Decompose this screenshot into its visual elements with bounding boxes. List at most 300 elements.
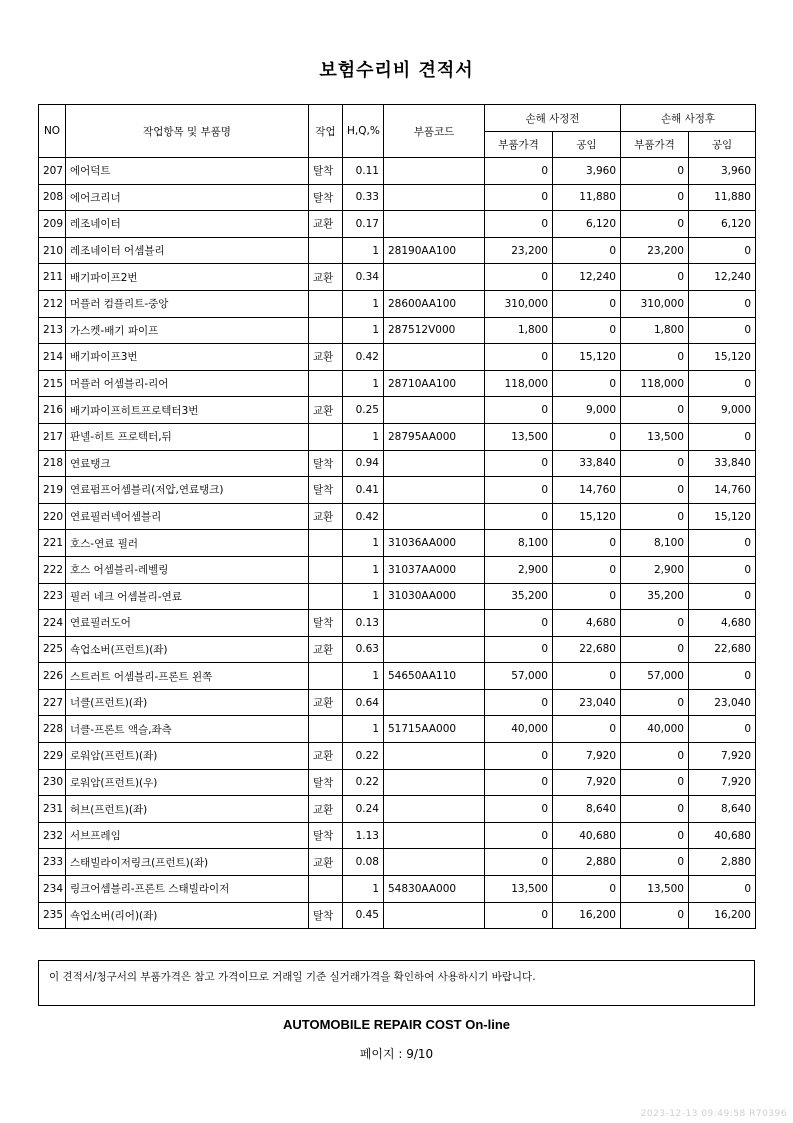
- table-row: [39, 902, 756, 929]
- row-after-labor: 0: [689, 290, 756, 317]
- row-before-labor: 22,680: [553, 636, 621, 663]
- row-after-labor: 8,640: [689, 796, 756, 823]
- notice-box: 이 견적서/청구서의 부품가격은 참고 가격이므로 거래일 기준 실거래가격을 확인하여 사용하시기 바랍니다.: [38, 960, 755, 1006]
- row-before-labor: 12,240: [553, 264, 621, 291]
- row-after-labor: 14,760: [689, 477, 756, 504]
- row-before-labor: 0: [553, 876, 621, 903]
- row-no: 209: [39, 211, 66, 238]
- row-item-name: 필러 네크 어셈블리-연료: [66, 583, 309, 610]
- row-hq: 0.08: [343, 849, 384, 876]
- table-row: [39, 849, 756, 876]
- row-before-labor: 0: [553, 556, 621, 583]
- row-part-code: [384, 184, 485, 211]
- row-item-name: 연료탱크: [66, 450, 309, 477]
- row-hq: 1: [343, 237, 384, 264]
- row-item-name: 링크어셈블리-프론트 스태빌라이저: [66, 876, 309, 903]
- row-item-name: 에어크리너: [66, 184, 309, 211]
- row-item-name: 배기파이프2번: [66, 264, 309, 291]
- row-job: 탈착: [309, 450, 343, 477]
- row-before-labor: 40,680: [553, 822, 621, 849]
- row-hq: 0.25: [343, 397, 384, 424]
- row-before-part-price: 1,800: [485, 317, 553, 344]
- row-before-part-price: 0: [485, 503, 553, 530]
- header-before-labor: 공임: [553, 132, 621, 158]
- row-hq: 0.64: [343, 689, 384, 716]
- row-part-code: [384, 503, 485, 530]
- table-row: [39, 158, 756, 185]
- row-before-labor: 2,880: [553, 849, 621, 876]
- row-before-labor: 0: [553, 290, 621, 317]
- table-row: [39, 689, 756, 716]
- row-item-name: 스트러트 어셈블리-프론트 왼쪽: [66, 663, 309, 690]
- row-after-part-price: 0: [621, 397, 689, 424]
- row-part-code: 28795AA000: [384, 423, 485, 450]
- row-part-code: [384, 610, 485, 637]
- row-after-part-price: 0: [621, 636, 689, 663]
- row-hq: 0.94: [343, 450, 384, 477]
- row-after-part-price: 35,200: [621, 583, 689, 610]
- row-part-code: [384, 211, 485, 238]
- row-part-code: 28710AA100: [384, 370, 485, 397]
- table-row: [39, 769, 756, 796]
- row-after-part-price: 0: [621, 610, 689, 637]
- table-row: [39, 556, 756, 583]
- row-after-labor: 0: [689, 530, 756, 557]
- row-item-name: 서브프레임: [66, 822, 309, 849]
- row-before-part-price: 0: [485, 397, 553, 424]
- row-item-name: 연료펌프어셈블리(저압,연료탱크): [66, 477, 309, 504]
- row-hq: 1.13: [343, 822, 384, 849]
- row-job: 탈착: [309, 158, 343, 185]
- row-no: 226: [39, 663, 66, 690]
- row-hq: 1: [343, 556, 384, 583]
- table-row: [39, 184, 756, 211]
- row-before-part-price: 0: [485, 849, 553, 876]
- row-job: 교환: [309, 211, 343, 238]
- row-after-labor: 23,040: [689, 689, 756, 716]
- row-before-part-price: 23,200: [485, 237, 553, 264]
- row-no: 224: [39, 610, 66, 637]
- table-row: [39, 450, 756, 477]
- header-after-labor: 공임: [689, 132, 756, 158]
- row-no: 227: [39, 689, 66, 716]
- row-before-labor: 0: [553, 530, 621, 557]
- row-part-code: 28190AA100: [384, 237, 485, 264]
- table-row: [39, 344, 756, 371]
- row-hq: 1: [343, 423, 384, 450]
- row-after-part-price: 0: [621, 743, 689, 770]
- row-before-labor: 0: [553, 370, 621, 397]
- row-job: 교환: [309, 503, 343, 530]
- row-before-part-price: 0: [485, 636, 553, 663]
- row-part-code: 31030AA000: [384, 583, 485, 610]
- row-hq: 0.63: [343, 636, 384, 663]
- row-hq: 0.42: [343, 344, 384, 371]
- row-after-labor: 33,840: [689, 450, 756, 477]
- row-after-labor: 15,120: [689, 503, 756, 530]
- row-item-name: 머플러 컴플리트-중앙: [66, 290, 309, 317]
- row-item-name: 허브(프런트)(좌): [66, 796, 309, 823]
- row-after-part-price: 40,000: [621, 716, 689, 743]
- header-before-adjustment: 손해 사정전: [485, 105, 621, 132]
- row-no: 228: [39, 716, 66, 743]
- header-item: 작업항목 및 부품명: [66, 105, 309, 158]
- row-after-labor: 0: [689, 237, 756, 264]
- table-row: [39, 423, 756, 450]
- row-after-part-price: 13,500: [621, 423, 689, 450]
- row-hq: 1: [343, 290, 384, 317]
- row-before-labor: 9,000: [553, 397, 621, 424]
- row-after-labor: 0: [689, 317, 756, 344]
- row-no: 212: [39, 290, 66, 317]
- table-row: [39, 636, 756, 663]
- table-row: [39, 477, 756, 504]
- row-after-labor: 3,960: [689, 158, 756, 185]
- row-hq: 0.34: [343, 264, 384, 291]
- row-after-labor: 6,120: [689, 211, 756, 238]
- row-job: 탈착: [309, 477, 343, 504]
- row-item-name: 연료필러도어: [66, 610, 309, 637]
- row-before-part-price: 0: [485, 689, 553, 716]
- row-part-code: [384, 902, 485, 929]
- row-before-part-price: 310,000: [485, 290, 553, 317]
- row-before-labor: 8,640: [553, 796, 621, 823]
- row-job: 교환: [309, 796, 343, 823]
- row-no: 232: [39, 822, 66, 849]
- row-after-labor: 0: [689, 423, 756, 450]
- row-no: 207: [39, 158, 66, 185]
- row-hq: 0.24: [343, 796, 384, 823]
- row-after-part-price: 0: [621, 822, 689, 849]
- row-before-labor: 16,200: [553, 902, 621, 929]
- row-after-part-price: 0: [621, 264, 689, 291]
- page-title: 보험수리비 견적서: [319, 60, 474, 81]
- row-before-part-price: 0: [485, 477, 553, 504]
- row-after-labor: 0: [689, 556, 756, 583]
- header-after-adjustment: 손해 사정후: [621, 105, 756, 132]
- row-no: 223: [39, 583, 66, 610]
- row-after-part-price: 0: [621, 769, 689, 796]
- header-hq: H,Q,%: [343, 105, 384, 158]
- row-before-part-price: 2,900: [485, 556, 553, 583]
- row-part-code: [384, 158, 485, 185]
- row-no: 231: [39, 796, 66, 823]
- header-job: 작업: [309, 105, 343, 158]
- row-before-labor: 15,120: [553, 503, 621, 530]
- row-before-labor: 0: [553, 663, 621, 690]
- table-row: [39, 397, 756, 424]
- table-row: [39, 796, 756, 823]
- row-job: 탈착: [309, 184, 343, 211]
- row-after-labor: 11,880: [689, 184, 756, 211]
- footer-brand: AUTOMOBILE REPAIR COST On-line: [282, 1017, 511, 1032]
- row-before-part-price: 13,500: [485, 876, 553, 903]
- row-no: 214: [39, 344, 66, 371]
- row-hq: 0.22: [343, 743, 384, 770]
- header-no: NO: [39, 105, 66, 158]
- row-after-part-price: 0: [621, 344, 689, 371]
- row-hq: 0.45: [343, 902, 384, 929]
- row-after-part-price: 13,500: [621, 876, 689, 903]
- row-after-part-price: 0: [621, 796, 689, 823]
- row-job: [309, 370, 343, 397]
- row-job: [309, 423, 343, 450]
- row-before-part-price: 0: [485, 344, 553, 371]
- row-item-name: 로워암(프런트)(좌): [66, 743, 309, 770]
- row-item-name: 쇽업소버(프런트)(좌): [66, 636, 309, 663]
- table-row: [39, 290, 756, 317]
- table-row: [39, 530, 756, 557]
- row-after-labor: 0: [689, 876, 756, 903]
- row-before-labor: 0: [553, 583, 621, 610]
- row-job: 교환: [309, 636, 343, 663]
- row-hq: 0.42: [343, 503, 384, 530]
- header-before-part-price: 부품가격: [485, 132, 553, 158]
- row-part-code: [384, 796, 485, 823]
- row-job: [309, 290, 343, 317]
- row-part-code: 54830AA000: [384, 876, 485, 903]
- row-job: 교환: [309, 743, 343, 770]
- row-item-name: 로워암(프런트)(우): [66, 769, 309, 796]
- row-part-code: [384, 689, 485, 716]
- row-no: 220: [39, 503, 66, 530]
- table-row: [39, 876, 756, 903]
- row-hq: 1: [343, 370, 384, 397]
- row-after-part-price: 0: [621, 902, 689, 929]
- row-job: 탈착: [309, 822, 343, 849]
- row-part-code: 31036AA000: [384, 530, 485, 557]
- row-after-labor: 0: [689, 663, 756, 690]
- row-part-code: [384, 264, 485, 291]
- row-job: [309, 663, 343, 690]
- row-before-labor: 0: [553, 423, 621, 450]
- row-no: 222: [39, 556, 66, 583]
- row-no: 221: [39, 530, 66, 557]
- row-before-labor: 14,760: [553, 477, 621, 504]
- row-item-name: 레조네이터 어셈블리: [66, 237, 309, 264]
- row-before-part-price: 0: [485, 211, 553, 238]
- row-no: 234: [39, 876, 66, 903]
- row-part-code: [384, 743, 485, 770]
- row-after-labor: 15,120: [689, 344, 756, 371]
- row-after-part-price: 0: [621, 849, 689, 876]
- row-hq: 1: [343, 583, 384, 610]
- header-code: 부품코드: [384, 105, 485, 158]
- row-after-part-price: 8,100: [621, 530, 689, 557]
- row-job: [309, 317, 343, 344]
- row-job: 탈착: [309, 902, 343, 929]
- row-hq: 1: [343, 663, 384, 690]
- row-before-part-price: 0: [485, 822, 553, 849]
- row-hq: 1: [343, 530, 384, 557]
- row-hq: 0.41: [343, 477, 384, 504]
- row-before-part-price: 0: [485, 610, 553, 637]
- row-before-part-price: 35,200: [485, 583, 553, 610]
- row-before-labor: 7,920: [553, 743, 621, 770]
- row-after-part-price: 0: [621, 689, 689, 716]
- row-item-name: 배기파이프3번: [66, 344, 309, 371]
- row-item-name: 쇽업소버(리어)(좌): [66, 902, 309, 929]
- row-before-part-price: 0: [485, 450, 553, 477]
- table-row: [39, 743, 756, 770]
- row-before-labor: 0: [553, 716, 621, 743]
- print-timestamp: 2023-12-13 09:49:58 R70396: [640, 1109, 787, 1119]
- row-after-part-price: 310,000: [621, 290, 689, 317]
- row-before-labor: 0: [553, 317, 621, 344]
- row-part-code: [384, 636, 485, 663]
- row-before-labor: 7,920: [553, 769, 621, 796]
- row-before-part-price: 118,000: [485, 370, 553, 397]
- row-before-labor: 11,880: [553, 184, 621, 211]
- row-item-name: 너클(프런트)(좌): [66, 689, 309, 716]
- row-after-labor: 2,880: [689, 849, 756, 876]
- row-hq: 0.22: [343, 769, 384, 796]
- row-job: [309, 556, 343, 583]
- row-no: 208: [39, 184, 66, 211]
- row-before-labor: 4,680: [553, 610, 621, 637]
- row-item-name: 호스-연료 필러: [66, 530, 309, 557]
- row-before-part-price: 0: [485, 769, 553, 796]
- row-before-part-price: 0: [485, 796, 553, 823]
- row-part-code: 28600AA100: [384, 290, 485, 317]
- row-hq: 0.33: [343, 184, 384, 211]
- row-part-code: [384, 849, 485, 876]
- row-after-part-price: 0: [621, 211, 689, 238]
- row-after-part-price: 1,800: [621, 317, 689, 344]
- row-after-labor: 12,240: [689, 264, 756, 291]
- table-row: [39, 822, 756, 849]
- row-no: 230: [39, 769, 66, 796]
- row-no: 211: [39, 264, 66, 291]
- row-no: 219: [39, 477, 66, 504]
- row-after-part-price: 2,900: [621, 556, 689, 583]
- row-no: 217: [39, 423, 66, 450]
- table-row: [39, 583, 756, 610]
- row-job: 교환: [309, 397, 343, 424]
- row-no: 216: [39, 397, 66, 424]
- row-after-labor: 16,200: [689, 902, 756, 929]
- row-job: 교환: [309, 264, 343, 291]
- row-no: 210: [39, 237, 66, 264]
- row-before-labor: 6,120: [553, 211, 621, 238]
- row-job: [309, 876, 343, 903]
- row-before-labor: 33,840: [553, 450, 621, 477]
- row-after-part-price: 23,200: [621, 237, 689, 264]
- row-hq: 1: [343, 317, 384, 344]
- row-before-part-price: 0: [485, 743, 553, 770]
- row-hq: 1: [343, 716, 384, 743]
- row-after-labor: 0: [689, 370, 756, 397]
- row-job: 탈착: [309, 610, 343, 637]
- row-job: 교환: [309, 344, 343, 371]
- row-job: [309, 237, 343, 264]
- row-no: 218: [39, 450, 66, 477]
- row-item-name: 판넬-히트 프로텍터,뒤: [66, 423, 309, 450]
- row-before-part-price: 13,500: [485, 423, 553, 450]
- row-job: 교환: [309, 849, 343, 876]
- row-job: [309, 530, 343, 557]
- row-before-part-price: 8,100: [485, 530, 553, 557]
- row-hq: 0.11: [343, 158, 384, 185]
- row-part-code: 51715AA000: [384, 716, 485, 743]
- row-before-labor: 3,960: [553, 158, 621, 185]
- row-no: 233: [39, 849, 66, 876]
- table-row: [39, 663, 756, 690]
- row-part-code: [384, 477, 485, 504]
- header-after-part-price: 부품가격: [621, 132, 689, 158]
- row-after-labor: 0: [689, 716, 756, 743]
- row-before-labor: 23,040: [553, 689, 621, 716]
- row-part-code: 31037AA000: [384, 556, 485, 583]
- row-part-code: [384, 822, 485, 849]
- row-before-labor: 0: [553, 237, 621, 264]
- row-item-name: 연료필러넥어셈블리: [66, 503, 309, 530]
- table-row: [39, 211, 756, 238]
- row-no: 213: [39, 317, 66, 344]
- row-after-labor: 7,920: [689, 743, 756, 770]
- row-item-name: 가스켓-배기 파이프: [66, 317, 309, 344]
- row-before-labor: 15,120: [553, 344, 621, 371]
- row-after-part-price: 118,000: [621, 370, 689, 397]
- row-before-part-price: 0: [485, 264, 553, 291]
- table-row: [39, 317, 756, 344]
- row-hq: 0.13: [343, 610, 384, 637]
- row-after-labor: 22,680: [689, 636, 756, 663]
- row-item-name: 머플러 어셈블리-리어: [66, 370, 309, 397]
- row-job: 탈착: [309, 769, 343, 796]
- row-after-part-price: 0: [621, 477, 689, 504]
- table-header: [39, 105, 756, 158]
- row-item-name: 스태빌라이저링크(프런트)(좌): [66, 849, 309, 876]
- row-after-labor: 0: [689, 583, 756, 610]
- row-after-part-price: 0: [621, 158, 689, 185]
- table-row: [39, 610, 756, 637]
- row-part-code: [384, 450, 485, 477]
- row-part-code: [384, 769, 485, 796]
- row-part-code: 287512V000: [384, 317, 485, 344]
- row-before-part-price: 57,000: [485, 663, 553, 690]
- table-row: [39, 237, 756, 264]
- row-after-part-price: 0: [621, 503, 689, 530]
- row-after-labor: 7,920: [689, 769, 756, 796]
- page-number: 페이지 : 9/10: [359, 1047, 434, 1061]
- table-row: [39, 503, 756, 530]
- table-body: [39, 158, 756, 929]
- row-before-part-price: 0: [485, 158, 553, 185]
- row-part-code: 54650AA110: [384, 663, 485, 690]
- row-hq: 1: [343, 876, 384, 903]
- row-after-labor: 40,680: [689, 822, 756, 849]
- table-row: [39, 716, 756, 743]
- table-row: [39, 264, 756, 291]
- row-job: [309, 716, 343, 743]
- row-after-part-price: 0: [621, 184, 689, 211]
- row-after-part-price: 0: [621, 450, 689, 477]
- row-job: [309, 583, 343, 610]
- row-part-code: [384, 397, 485, 424]
- row-item-name: 호스 어셈블리-레벨링: [66, 556, 309, 583]
- row-item-name: 너클-프론트 액슬,좌측: [66, 716, 309, 743]
- row-no: 229: [39, 743, 66, 770]
- row-after-part-price: 57,000: [621, 663, 689, 690]
- row-after-labor: 4,680: [689, 610, 756, 637]
- row-job: 교환: [309, 689, 343, 716]
- row-no: 215: [39, 370, 66, 397]
- row-item-name: 에어덕트: [66, 158, 309, 185]
- row-hq: 0.17: [343, 211, 384, 238]
- estimate-table: [38, 104, 756, 929]
- row-part-code: [384, 344, 485, 371]
